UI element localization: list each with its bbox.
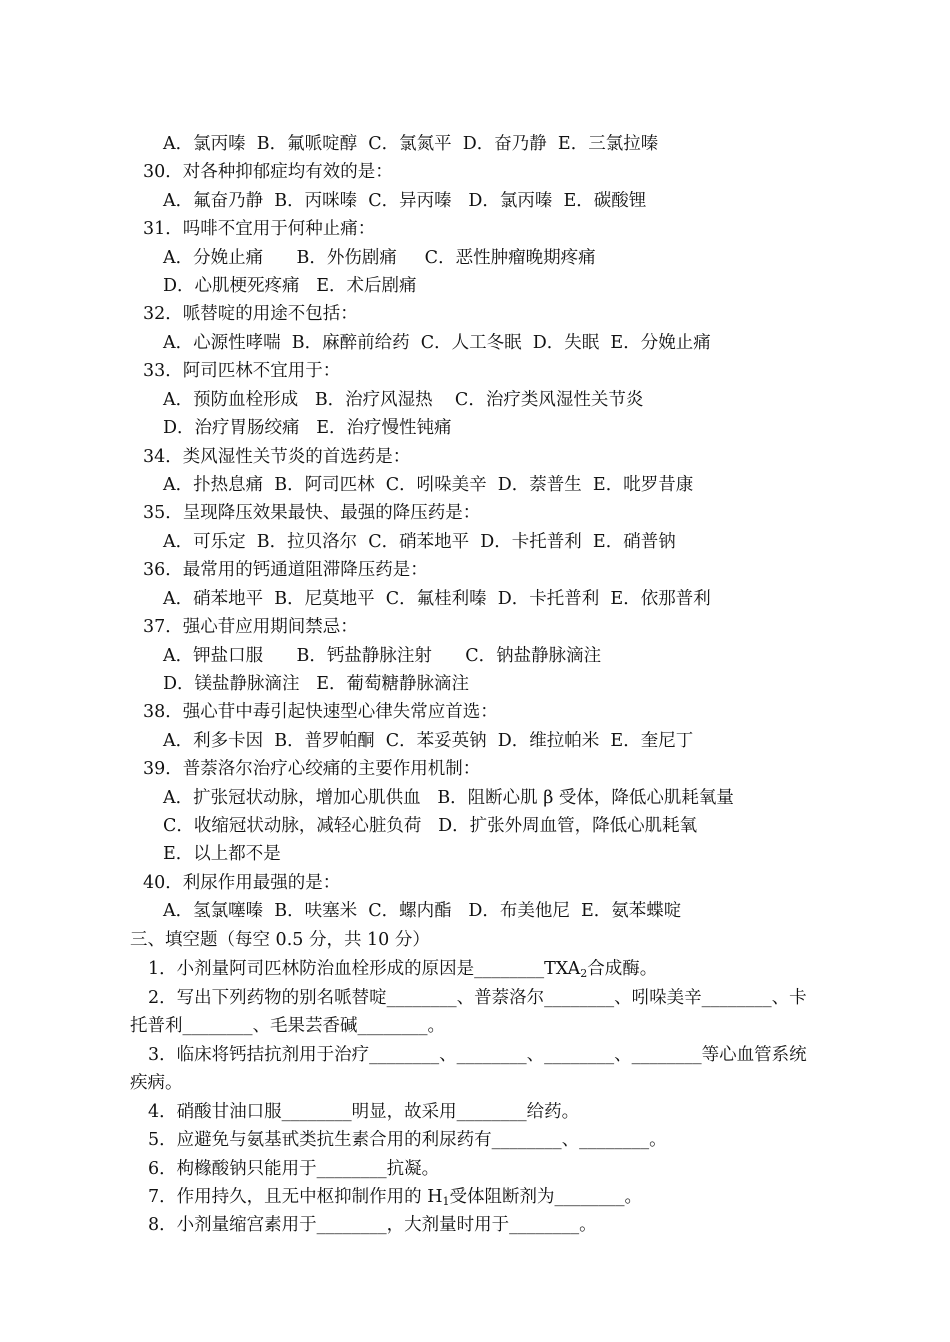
q31-options-2: D．心肌梗死疼痛 E．术后剧痛 (163, 276, 417, 296)
q34-options: A．扑热息痛 B．阿司匹林 C．吲哚美辛 D．萘普生 E．吡罗昔康 (163, 475, 694, 495)
q33-options-2: D．治疗胃肠绞痛 E．治疗慢性钝痛 (163, 418, 452, 438)
q37-question: 37．强心苷应用期间禁忌： (143, 617, 358, 637)
fill-q2-line1: 2．写出下列药物的别名哌替啶________、普萘洛尔________、吲哚美辛________、卡 (148, 988, 807, 1008)
q31-options-1: A．分娩止痛 B．外伤剧痛 C．恶性肿瘤晚期疼痛 (163, 248, 596, 268)
fill-q1-subscript: 2 (580, 967, 588, 980)
q30-question: 30．对各种抑郁症均有效的是： (143, 162, 393, 182)
q32-options: A．心源性哮喘 B．麻醉前给药 C．人工冬眠 D．失眠 E．分娩止痛 (163, 333, 711, 353)
fill-q7-tail: 受体阻断剂为________。 (449, 1187, 642, 1207)
fill-q7-text: 7．作用持久，且无中枢抑制作用的 H (148, 1187, 443, 1207)
q39-options-1: A．扩张冠状动脉，增加心肌供血 B．阻断心肌 β 受体，降低心肌耗氧量 (163, 788, 734, 808)
fill-q4: 4．硝酸甘油口服________明显，故采用________给药。 (148, 1102, 580, 1122)
q33-options-1: A．预防血栓形成 B．治疗风湿热 C．治疗类风湿性关节炎 (163, 390, 644, 410)
q31-question: 31．吗啡不宜用于何种止痛： (143, 219, 376, 239)
q38-question: 38．强心苷中毒引起快速型心律失常应首选： (143, 702, 498, 722)
fill-q1-tail: 合成酶。 (587, 959, 658, 979)
fill-q7 (148, 1186, 642, 1213)
q40-question: 40．利尿作用最强的是： (143, 873, 341, 893)
q37-options-2: D．镁盐静脉滴注 E．葡萄糖静脉滴注 (163, 674, 469, 694)
q39-options-3: E．以上都不是 (163, 844, 281, 864)
q40-options: A．氢氯噻嗪 B．呋塞米 C．螺内酯 D．布美他尼 E．氨苯蝶啶 (163, 901, 682, 921)
q39-question: 39．普萘洛尔治疗心绞痛的主要作用机制： (143, 759, 481, 779)
fill-q1 (148, 958, 657, 985)
fill-q7-subscript: 1 (442, 1195, 450, 1208)
fill-q1-text: 1．小剂量阿司匹林防治血栓形成的原因是________TXA (148, 959, 581, 979)
q34-question: 34．类风湿性关节炎的首选药是： (143, 447, 411, 467)
q38-options: A．利多卡因 B．普罗帕酮 C．苯妥英钠 D．维拉帕米 E．奎尼丁 (163, 731, 694, 751)
fill-q3-line2: 疾病。 (130, 1073, 183, 1093)
q36-options: A．硝苯地平 B．尼莫地平 C．氟桂利嗪 D．卡托普利 E．依那普利 (163, 589, 711, 609)
q37-options-1: A．钾盐口服 B．钙盐静脉注射 C．钠盐静脉滴注 (163, 646, 602, 666)
fill-q8: 8．小剂量缩宫素用于________，大剂量时用于________。 (148, 1215, 597, 1235)
q36-question: 36．最常用的钙通道阻滞降压药是： (143, 560, 428, 580)
fill-q5: 5．应避免与氨基甙类抗生素合用的利尿药有________、________。 (148, 1130, 667, 1150)
fill-q6: 6．枸橼酸钠只能用于________抗凝。 (148, 1159, 440, 1179)
q35-options: A．可乐定 B．拉贝洛尔 C．硝苯地平 D．卡托普利 E．硝普钠 (163, 532, 676, 552)
q29-options: A．氯丙嗪 B．氟哌啶醇 C．氯氮平 D．奋乃静 E．三氯拉嗪 (163, 134, 659, 154)
q32-question: 32．哌替啶的用途不包括： (143, 304, 358, 324)
q35-question: 35．呈现降压效果最快、最强的降压药是： (143, 503, 481, 523)
q33-question: 33．阿司匹林不宜用于： (143, 361, 341, 381)
q30-options: A．氟奋乃静 B．丙咪嗪 C．异丙嗪 D．氯丙嗪 E．碳酸锂 (163, 191, 647, 211)
q39-options-2: C．收缩冠状动脉，减轻心脏负荷 D．扩张外周血管，降低心肌耗氧 (163, 816, 698, 836)
section-heading: 三、填空题（每空 0.5 分，共 10 分） (130, 930, 430, 950)
fill-q3-line1: 3．临床将钙拮抗剂用于治疗________、________、________、________等心血管系统 (148, 1045, 807, 1065)
fill-q2-line2: 托普利________、毛果芸香碱________。 (130, 1016, 445, 1036)
